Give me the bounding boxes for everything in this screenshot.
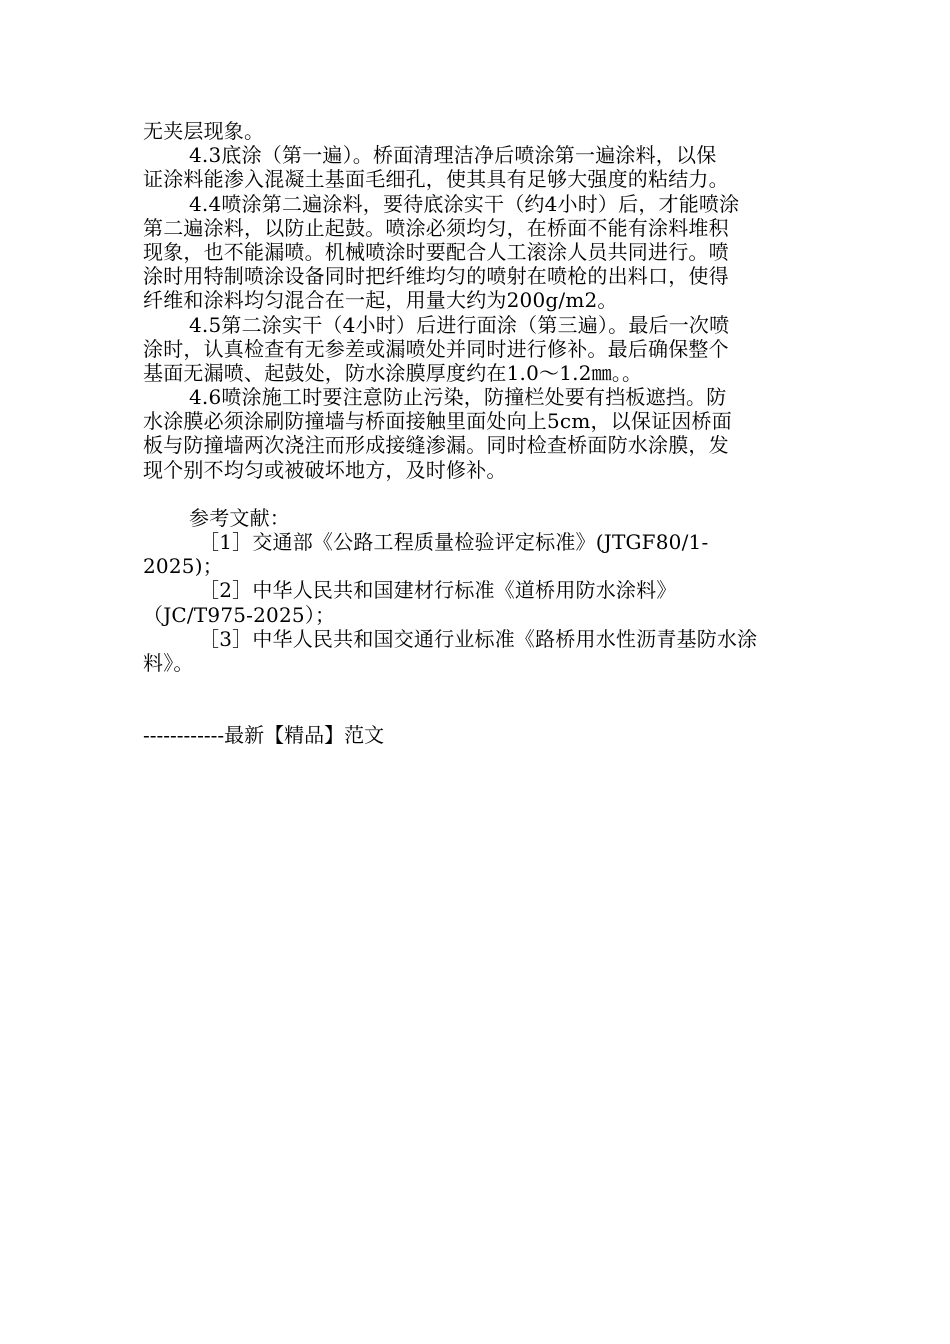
footer-text: ------------最新【精品】范文 (143, 723, 385, 748)
body-line: 4.6喷涂施工时要注意防止污染，防撞栏处要有挡板遮挡。防 (189, 385, 727, 410)
reference-line: 2025)； (143, 554, 223, 579)
reference-line: ［1］交通部《公路工程质量检验评定标准》(JTGF80/1- (199, 530, 709, 554)
body-line: 涂时，认真检查有无参差或漏喷处并同时进行修补。最后确保整个 (143, 336, 729, 361)
reference-line: ［3］中华人民共和国交通行业标准《路桥用水性沥青基防水涂 (199, 626, 758, 651)
body-line: 无夹层现象。 (143, 119, 265, 143)
body-line: 基面无漏喷、起鼓处，防水涂膜厚度约在1.0～1.2㎜。。 (143, 360, 643, 385)
document-page (143, 119, 815, 747)
spacer (143, 482, 815, 506)
body-line: 纤维和涂料均匀混合在一起，用量大约为200g/m2。 (143, 288, 618, 313)
references-heading: 参考文献： (189, 505, 290, 530)
body-line: 第二遍涂料，以防止起鼓。喷涂必须均匀，在桥面不能有涂料堆积 (143, 215, 729, 240)
body-line: 现个别不均匀或被破坏地方，及时修补。 (143, 457, 507, 482)
body-line: 证涂料能渗入混凝土基面毛细孔，使其具有足够大强度的粘结力。 (143, 167, 729, 192)
body-line: 4.4喷涂第二遍涂料，要待底涂实干（约4小时）后，才能喷涂 (189, 191, 740, 216)
body-line: 涂时用特制喷涂设备同时把纤维均匀的喷射在喷枪的出料口，使得 (143, 264, 729, 289)
body-line: 4.3底涂（第一遍）。桥面清理洁净后喷涂第一遍涂料，以保 (189, 143, 717, 168)
body-line: 板与防撞墙两次浇注而形成接缝渗漏。同时检查桥面防水涂膜，发 (143, 433, 729, 458)
body-line: 水涂膜必须涂刷防撞墙与桥面接触里面处向上5cm，以保证因桥面 (143, 409, 732, 434)
body-line: 4.5第二涂实干（4小时）后进行面涂（第三遍）。最后一次喷 (189, 312, 730, 337)
body-line: 现象，也不能漏喷。机械喷涂时要配合人工滚涂人员共同进行。喷 (143, 239, 729, 264)
spacer (143, 675, 815, 723)
reference-line: （JC/T975-2025）； (143, 602, 336, 627)
reference-line: ［2］中华人民共和国建材行标准《道桥用防水涂料》 (199, 578, 677, 603)
reference-line: 料》。 (143, 650, 194, 675)
